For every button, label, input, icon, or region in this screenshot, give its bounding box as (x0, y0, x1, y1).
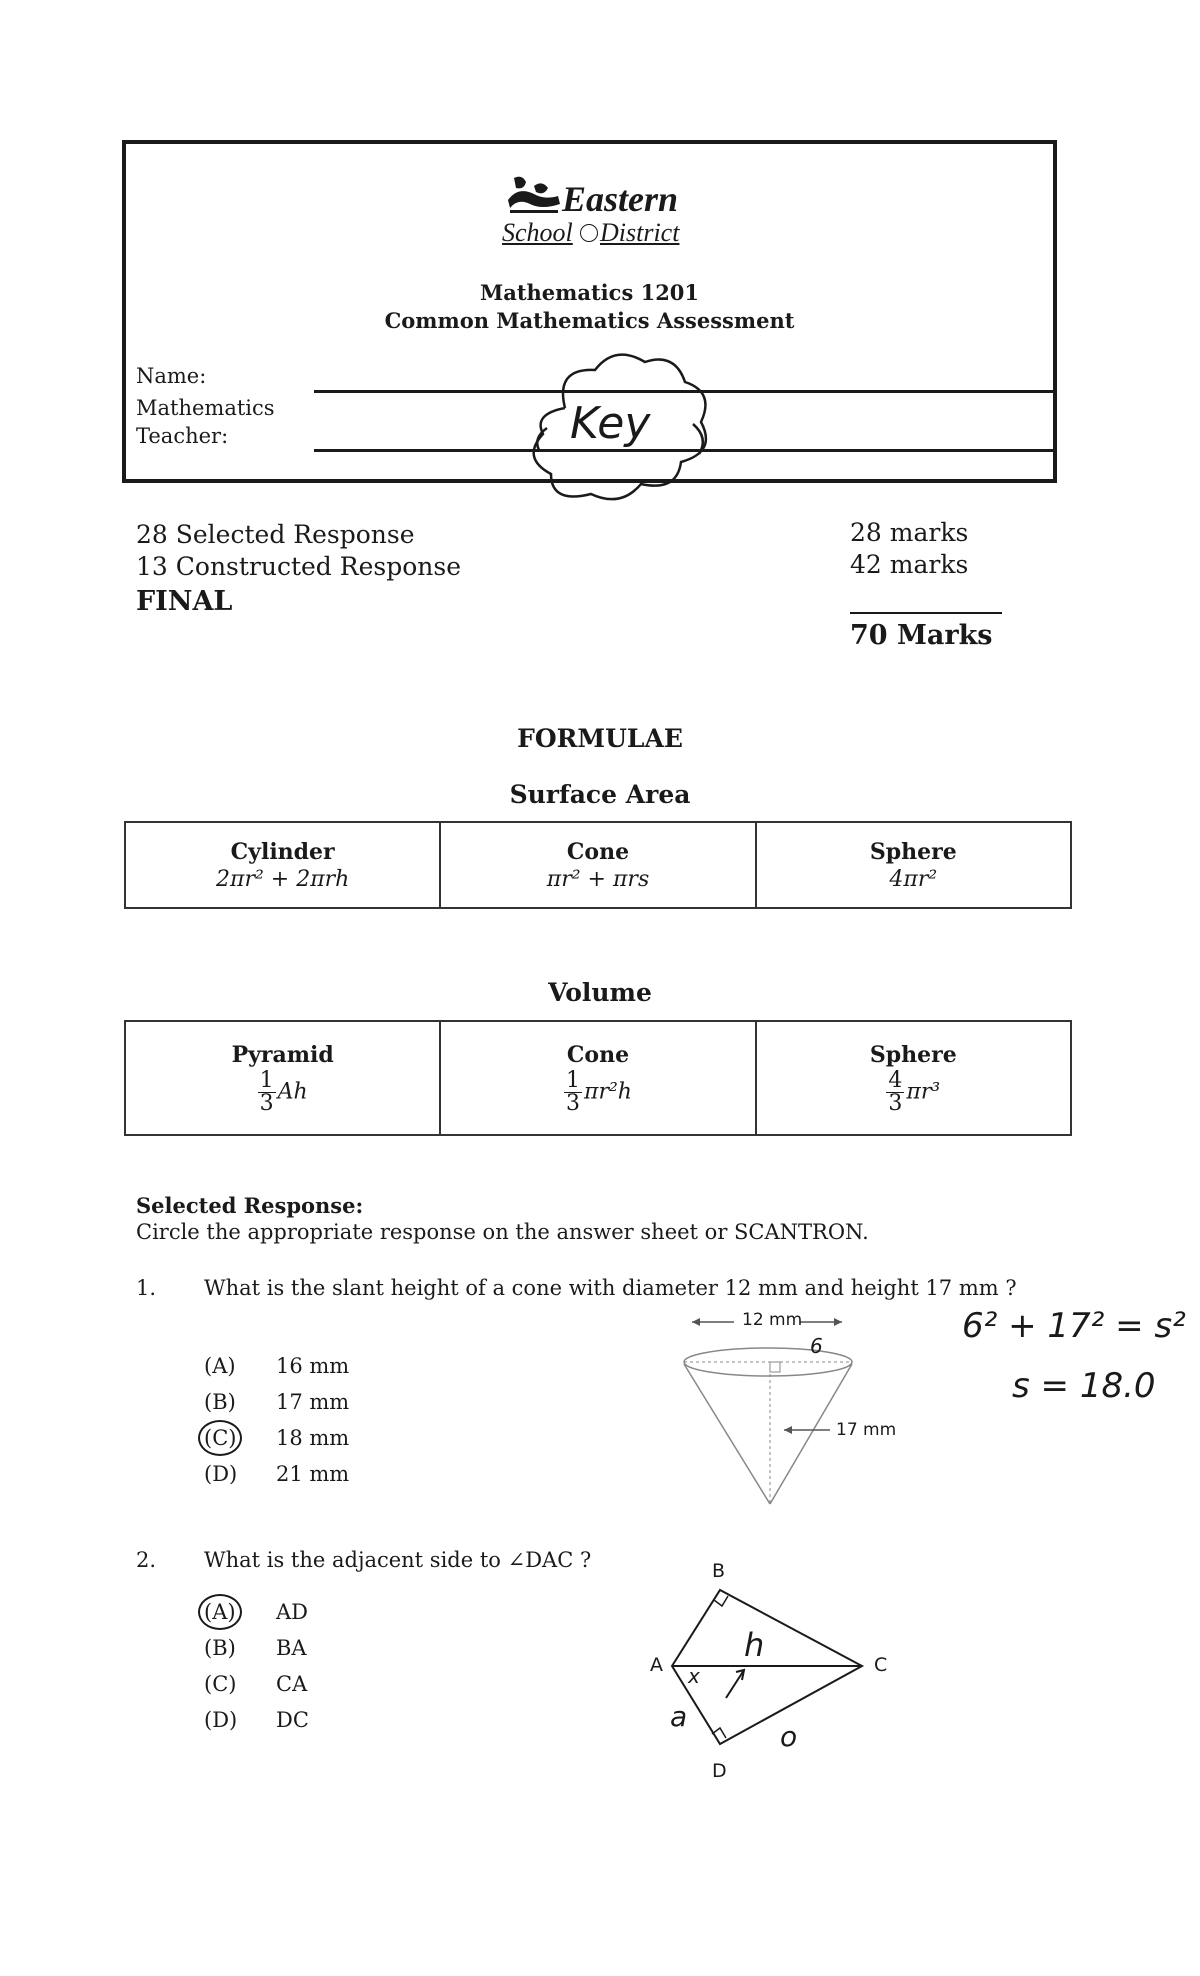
assessment-title: Common Mathematics Assessment (384, 308, 795, 333)
vol-pyramid-name: Pyramid (231, 1041, 334, 1068)
total-marks: 70 Marks (850, 620, 993, 651)
sa-cone-formula: πr² + πrs (546, 866, 650, 892)
q1-option-a[interactable] (204, 1354, 349, 1378)
constructed-count: 13 Constructed Response (136, 552, 461, 581)
q2-option-value: AD (276, 1600, 309, 1624)
q2-option-letter: (A) (204, 1600, 236, 1624)
selected-response-heading: Selected Response: (136, 1193, 364, 1218)
logo-district: District (600, 218, 680, 247)
vol-sphere-cell (757, 1022, 1070, 1134)
vol-cone-den: 3 (566, 1090, 580, 1116)
vol-sphere-num: 4 (888, 1067, 903, 1093)
vol-sphere-name: Sphere (869, 1041, 957, 1068)
q2-number: 2. (136, 1548, 157, 1572)
q1-option-value: 21 mm (276, 1462, 350, 1486)
vol-sphere-formula (886, 1067, 941, 1116)
selected-response-instructions: Circle the appropriate response on the answer sheet or SCANTRON. (136, 1220, 869, 1244)
q2-hand-x: x (688, 1664, 700, 1688)
q1-option-letter: (B) (204, 1390, 236, 1414)
volume-title: Volume (548, 978, 652, 1007)
q1-option-value: 16 mm (276, 1354, 350, 1378)
q1-work-line1: 6² + 17² = s² (962, 1306, 1186, 1346)
sa-sphere-formula: 4πr² (889, 866, 938, 892)
q2-option-letter: (D) (204, 1708, 238, 1732)
logo-school: School (502, 218, 573, 247)
q2-option-c[interactable] (204, 1672, 307, 1696)
q2-option-value: CA (276, 1672, 308, 1696)
sa-cone-name: Cone (566, 838, 630, 865)
vol-cone-cell (441, 1022, 756, 1134)
q1-text: What is the slant height of a cone with diameter 12 mm and height 17 mm ? (204, 1276, 1017, 1300)
q1-number: 1. (136, 1276, 157, 1300)
sa-sphere-cell (757, 823, 1070, 907)
sa-cylinder-name: Cylinder (230, 838, 335, 865)
selected-marks: 28 marks (850, 518, 969, 547)
sa-cylinder-cell (126, 823, 441, 907)
district-logo (500, 168, 700, 248)
q1-option-d[interactable] (204, 1462, 349, 1486)
formulae-title: FORMULAE (517, 724, 683, 753)
q2-option-d[interactable] (204, 1708, 309, 1732)
sa-sphere-name: Sphere (869, 838, 957, 865)
name-label: Name: (136, 364, 207, 388)
selected-count: 28 Selected Response (136, 520, 415, 549)
sa-cylinder-formula: 2πr² + 2πrh (215, 866, 350, 892)
q1-option-value: 18 mm (276, 1426, 350, 1450)
q1-option-letter: (C) (204, 1426, 237, 1450)
handwritten-key: Key (570, 398, 651, 449)
vol-pyramid-cell (126, 1022, 441, 1134)
total-underline (850, 612, 1002, 614)
surface-area-table (124, 821, 1072, 909)
q1-option-letter: (D) (204, 1462, 238, 1486)
q2-answer-circle-icon (198, 1594, 242, 1630)
q2-option-value: BA (276, 1636, 307, 1660)
q2-hand-o: o (780, 1720, 798, 1753)
q1-diagram-diameter: 12 mm (742, 1310, 803, 1330)
q1-option-letter: (A) (204, 1354, 236, 1378)
vol-pyramid-num: 1 (259, 1067, 274, 1093)
vol-pyramid-den: 3 (259, 1090, 274, 1116)
course-title: Mathematics 1201 (479, 280, 700, 305)
q2-option-b[interactable] (204, 1636, 307, 1660)
logo-seal-icon (580, 224, 598, 242)
q1-answer-circle-icon (198, 1420, 242, 1456)
q1-diagram-height: 17 mm (836, 1420, 897, 1440)
vol-cone-name: Cone (566, 1041, 630, 1068)
vol-pyramid-formula (258, 1067, 308, 1116)
vol-cone-num: 1 (566, 1067, 580, 1093)
q1-option-b[interactable] (204, 1390, 349, 1414)
teacher-label-1: Mathematics (136, 396, 275, 420)
q1-work-line2: s = 18.0 (1012, 1366, 1156, 1406)
q2-label-a: A (650, 1654, 663, 1676)
constructed-marks: 42 marks (850, 550, 969, 579)
q2-option-value: DC (276, 1708, 309, 1732)
teacher-label-2: Teacher: (136, 424, 229, 448)
volume-table (124, 1020, 1072, 1136)
q2-label-d: D (712, 1760, 727, 1782)
final-label: FINAL (136, 586, 233, 617)
q2-label-c: C (874, 1654, 888, 1676)
sa-cone-cell (441, 823, 756, 907)
vol-sphere-den: 3 (888, 1090, 903, 1116)
vol-cone-rest: πr²h (584, 1079, 632, 1104)
vol-pyramid-rest: Ah (277, 1079, 308, 1104)
surface-area-title: Surface Area (509, 780, 691, 809)
q2-text: What is the adjacent side to ∠DAC ? (204, 1548, 592, 1572)
q2-option-letter: (B) (204, 1636, 236, 1660)
q2-label-b: B (712, 1560, 726, 1582)
q2-option-letter: (C) (204, 1672, 237, 1696)
q2-hand-h: h (744, 1626, 765, 1664)
q1-radius-note: 6 (810, 1334, 823, 1358)
vol-sphere-rest: πr³ (906, 1079, 941, 1104)
logo-eastern: Eastern (562, 179, 679, 219)
q2-hand-a: a (670, 1700, 688, 1733)
logo-figure-icon (504, 172, 564, 220)
q1-option-value: 17 mm (276, 1390, 350, 1414)
vol-cone-formula (564, 1067, 632, 1116)
